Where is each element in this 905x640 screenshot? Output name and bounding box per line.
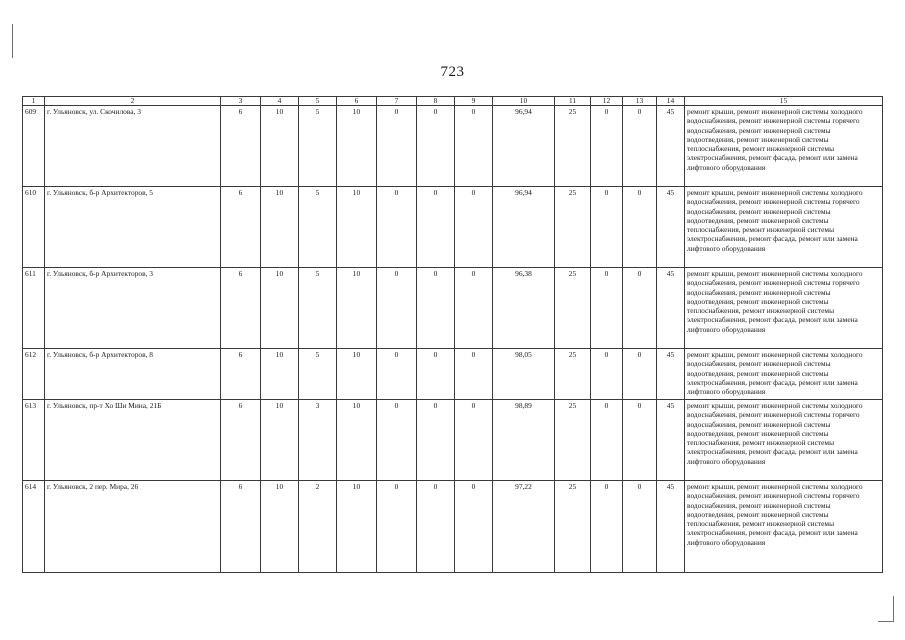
table-row xyxy=(23,400,883,481)
value-cell: 10 xyxy=(261,349,299,400)
scan-mark-bottom xyxy=(878,621,894,622)
value-cell: 10 xyxy=(261,481,299,573)
address-cell: г. Ульяновск, б-р Архитекторов, 5 xyxy=(45,187,221,268)
value-cell: 0 xyxy=(623,349,657,400)
value-cell: 10 xyxy=(337,400,377,481)
value-cell: 0 xyxy=(591,268,623,349)
value-cell: 0 xyxy=(455,268,493,349)
value-cell: 25 xyxy=(555,400,591,481)
value-cell: 0 xyxy=(455,400,493,481)
value-cell: 10 xyxy=(337,268,377,349)
table-header-row xyxy=(23,97,883,106)
value-cell: 10 xyxy=(337,349,377,400)
value-cell: 5 xyxy=(299,349,337,400)
row-index: 614 xyxy=(23,481,45,573)
row-index: 610 xyxy=(23,187,45,268)
value-cell: 0 xyxy=(455,106,493,187)
table-row xyxy=(23,481,883,573)
row-index: 611 xyxy=(23,268,45,349)
value-cell: 25 xyxy=(555,187,591,268)
row-index: 612 xyxy=(23,349,45,400)
table-row xyxy=(23,349,883,400)
column-header: 3 xyxy=(221,97,261,106)
value-cell: 6 xyxy=(221,481,261,573)
value-cell: 0 xyxy=(377,349,417,400)
value-cell: 10 xyxy=(337,481,377,573)
value-cell: 6 xyxy=(221,106,261,187)
value-cell: 0 xyxy=(455,481,493,573)
value-cell: 0 xyxy=(377,187,417,268)
value-cell: 5 xyxy=(299,106,337,187)
value-cell: 0 xyxy=(623,481,657,573)
table-row xyxy=(23,106,883,187)
value-cell: 6 xyxy=(221,268,261,349)
value-cell: 45 xyxy=(657,400,685,481)
value-cell: 10 xyxy=(337,106,377,187)
value-cell: 0 xyxy=(591,106,623,187)
value-cell: 0 xyxy=(623,268,657,349)
value-cell: 45 xyxy=(657,106,685,187)
works-cell: ремонт крыши, ремонт инженерной системы холодного водоснабжения, ремонт инженерной системы горячего водоснабжения, ремонт инженерной системы водоотведения, ремонт инженерной системы теплоснабжения, ремонт инженерной системы электроснабжения, ремонт фасада, ремонт или замена лифтового оборудования xyxy=(685,106,883,187)
value-cell: 0 xyxy=(591,187,623,268)
value-cell: 0 xyxy=(591,349,623,400)
column-header: 4 xyxy=(261,97,299,106)
address-cell: г. Ульяновск, б-р Архитекторов, 8 xyxy=(45,349,221,400)
value-cell: 97,22 xyxy=(493,481,555,573)
value-cell: 0 xyxy=(377,481,417,573)
column-header: 1 xyxy=(23,97,45,106)
row-index: 613 xyxy=(23,400,45,481)
value-cell: 0 xyxy=(591,400,623,481)
value-cell: 6 xyxy=(221,400,261,481)
works-cell: ремонт крыши, ремонт инженерной системы холодного водоснабжения, ремонт инженерной системы горячего водоснабжения, ремонт инженерной системы водоотведения, ремонт инженерной системы теплоснабжения, ремонт инженерной системы электроснабжения, ремонт фасада, ремонт или замена лифтового оборудования xyxy=(685,481,883,573)
value-cell: 6 xyxy=(221,187,261,268)
value-cell: 10 xyxy=(337,187,377,268)
works-cell: ремонт крыши, ремонт инженерной системы холодного водоснабжения, ремонт инженерной системы горячего водоснабжения, ремонт инженерной системы водоотведения, ремонт инженерной системы теплоснабжения, ремонт инженерной системы электроснабжения, ремонт фасада, ремонт или замена лифтового оборудования xyxy=(685,268,883,349)
value-cell: 0 xyxy=(417,400,455,481)
address-cell: г. Ульяновск, пр-т Хо Ши Мина, 21Б xyxy=(45,400,221,481)
column-header: 7 xyxy=(377,97,417,106)
value-cell: 5 xyxy=(299,268,337,349)
value-cell: 96,94 xyxy=(493,106,555,187)
value-cell: 0 xyxy=(623,400,657,481)
row-index: 609 xyxy=(23,106,45,187)
value-cell: 10 xyxy=(261,106,299,187)
value-cell: 45 xyxy=(657,268,685,349)
works-cell: ремонт крыши, ремонт инженерной системы холодного водоснабжения, ремонт инженерной системы горячего водоснабжения, ремонт инженерной системы водоотведения, ремонт инженерной системы теплоснабжения, ремонт инженерной системы электроснабжения, ремонт фасада, ремонт или замена лифтового оборудования xyxy=(685,187,883,268)
page-number: 723 xyxy=(440,64,465,80)
column-header: 9 xyxy=(455,97,493,106)
value-cell: 2 xyxy=(299,481,337,573)
value-cell: 45 xyxy=(657,187,685,268)
column-header: 5 xyxy=(299,97,337,106)
works-cell: ремонт крыши, ремонт инженерной системы холодного водоснабжения, ремонт инженерной системы горячего водоснабжения, ремонт инженерной системы водоотведения, ремонт инженерной системы теплоснабжения, ремонт инженерной системы электроснабжения, ремонт фасада, ремонт или замена лифтового оборудования xyxy=(685,400,883,481)
value-cell: 10 xyxy=(261,268,299,349)
scan-mark-left xyxy=(12,24,13,58)
column-header: 10 xyxy=(493,97,555,106)
value-cell: 0 xyxy=(591,481,623,573)
value-cell: 25 xyxy=(555,481,591,573)
works-cell: ремонт крыши, ремонт инженерной системы холодного водоснабжения, ремонт инженерной системы водоотведения, ремонт инженерной системы электроснабжения, ремонт фасада, ремонт или замена лифтового оборудования xyxy=(685,349,883,400)
value-cell: 25 xyxy=(555,106,591,187)
address-cell: г. Ульяновск, ул. Скочилова, 3 xyxy=(45,106,221,187)
value-cell: 10 xyxy=(261,187,299,268)
column-header: 15 xyxy=(685,97,883,106)
value-cell: 0 xyxy=(377,106,417,187)
value-cell: 10 xyxy=(261,400,299,481)
value-cell: 96,38 xyxy=(493,268,555,349)
value-cell: 0 xyxy=(455,349,493,400)
value-cell: 0 xyxy=(417,187,455,268)
repair-table xyxy=(22,96,883,573)
value-cell: 45 xyxy=(657,349,685,400)
value-cell: 25 xyxy=(555,268,591,349)
value-cell: 0 xyxy=(417,349,455,400)
value-cell: 45 xyxy=(657,481,685,573)
value-cell: 0 xyxy=(377,400,417,481)
scan-mark-right xyxy=(893,596,894,622)
value-cell: 5 xyxy=(299,187,337,268)
value-cell: 98,89 xyxy=(493,400,555,481)
column-header: 8 xyxy=(417,97,455,106)
column-header: 6 xyxy=(337,97,377,106)
value-cell: 98,05 xyxy=(493,349,555,400)
value-cell: 6 xyxy=(221,349,261,400)
value-cell: 0 xyxy=(417,268,455,349)
value-cell: 0 xyxy=(417,106,455,187)
column-header: 12 xyxy=(591,97,623,106)
value-cell: 0 xyxy=(623,106,657,187)
value-cell: 0 xyxy=(417,481,455,573)
column-header: 13 xyxy=(623,97,657,106)
value-cell: 96,94 xyxy=(493,187,555,268)
table-row xyxy=(23,268,883,349)
column-header: 14 xyxy=(657,97,685,106)
value-cell: 0 xyxy=(377,268,417,349)
value-cell: 3 xyxy=(299,400,337,481)
column-header: 2 xyxy=(45,97,221,106)
address-cell: г. Ульяновск, 2 пер. Мира, 26 xyxy=(45,481,221,573)
address-cell: г. Ульяновск, б-р Архитекторов, 3 xyxy=(45,268,221,349)
column-header: 11 xyxy=(555,97,591,106)
value-cell: 25 xyxy=(555,349,591,400)
table-row xyxy=(23,187,883,268)
value-cell: 0 xyxy=(623,187,657,268)
value-cell: 0 xyxy=(455,187,493,268)
